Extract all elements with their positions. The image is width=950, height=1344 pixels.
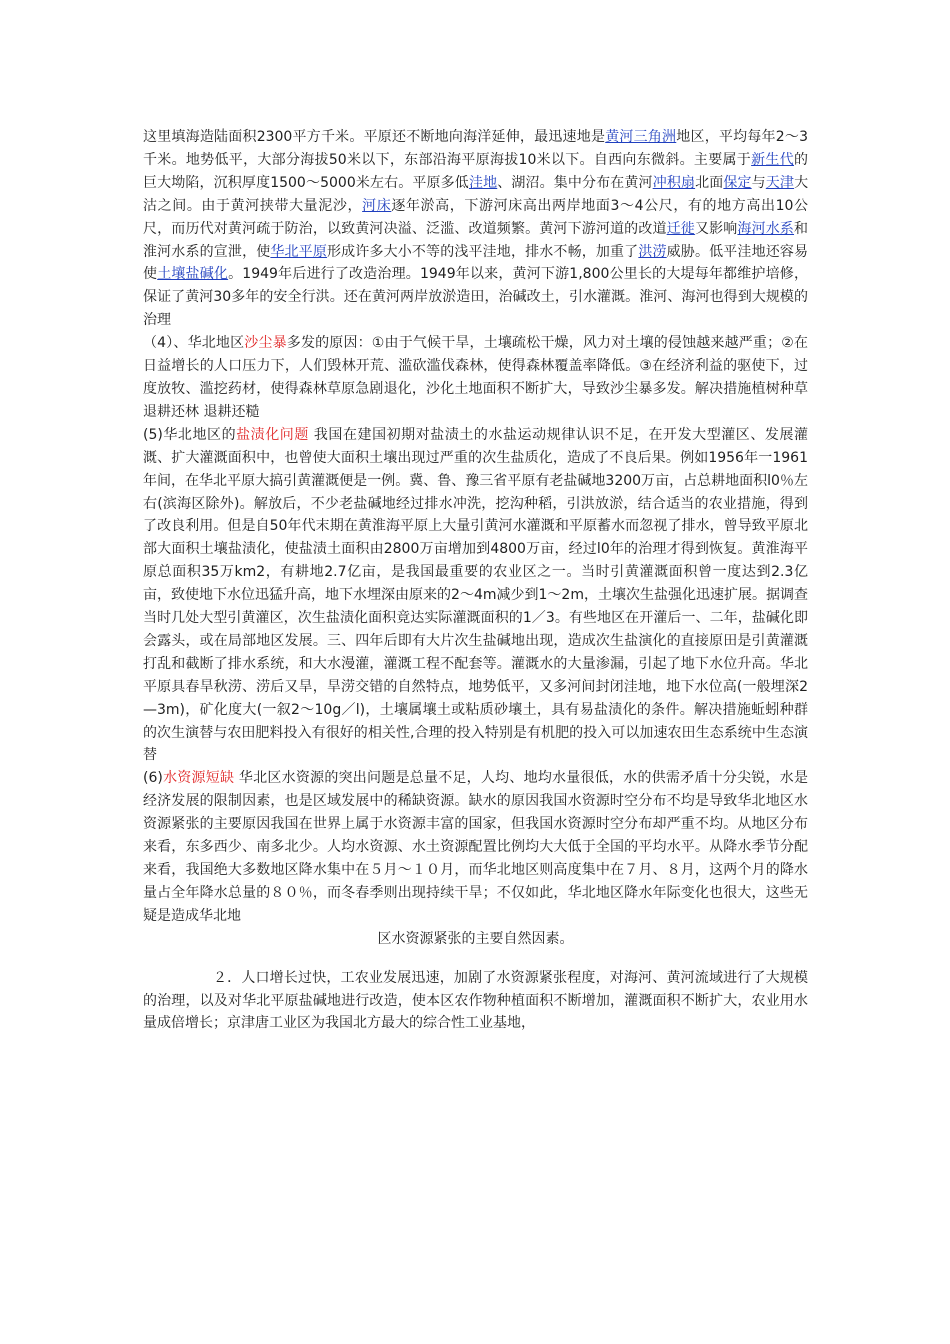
link-baoding[interactable]: 保定 <box>723 174 752 191</box>
link-alluvial-fan[interactable]: 冲积扇 <box>652 174 696 191</box>
link-flood[interactable]: 洪涝 <box>638 243 667 260</box>
document-page <box>143 126 808 1035</box>
highlight-salinization: 盐渍化问题 <box>236 426 309 443</box>
highlight-sandstorm: 沙尘暴 <box>244 335 287 352</box>
link-depression[interactable]: 洼地 <box>468 174 498 191</box>
link-tianjin[interactable]: 天津 <box>765 174 795 191</box>
link-haihe-river-system[interactable]: 海河水系 <box>737 220 795 237</box>
link-soil-salinization[interactable]: 土壤盐碱化 <box>157 266 229 283</box>
paragraph-salinization: (5)华北地区的盐渍化问题 我国在建国初期对盐渍土的水盐运动规律认识不足，在开发大型灌区、发展灌溉、扩大灌溉面积中，也曾使大面积土壤出现过严重的次生盐质化，造成了不良后果。例如1956年一1961年间，在华北平原大搞引黄灌溉便是一例。冀、鲁、豫三省平原有老盐碱地3200万亩，占总耕地面积l0％左右(滨海区除外)。解放后，不少老盐碱地经过排水冲洗，挖沟种稻，引洪放淤，结合适当的农业措施，得到了改良利用。但是自50年代末期在黄淮海平原上大量引黄河水灌溉和平原蓄水而忽视了排水，曾导致平原北部大面积土壤盐渍化，使盐渍土面积由2800万亩增加到4800万亩，经过l0年的治理才得到恢复。黄淮海平原总面积35万km2，有耕地2.7亿亩，是我国最重要的农业区之一。当时引黄灌溉面积曾一度达到2.3亿亩，致使地下水位迅猛升高，地下水埋深由原来的2～4m减少到1～2m，土壤次生盐强化迅速扩展。据调查当时几处大型引黄灌区，次生盐渍化面积竟达实际灌溉面积的1／3。有些地区在开灌后一、二年，盐碱化即会露头，或在局部地区发展。三、四年后即有大片次生盐碱地出现，造成次生盐演化的直接原田是引黄灌溉打乱和截断了排水系统，和大水漫灌，灌溉工程不配套等。灌溉水的大量渗漏，引起了地下水位升高。华北平原具春旱秋涝、涝后又旱，旱涝交错的自然特点，地势低平，又多河间封闭洼地，地下水位高(一般埋深2—3m)，矿化度大(一叙2～10g／l)，土壤属壤土或粘质砂壤土，具有易盐渍化的条件。解决措施蚯蚓种群的次生演替与农田肥料投入有很好的相关性,合理的投入特别是有机肥的投入可以加速农田生态系统中生态演替 <box>143 426 808 764</box>
paragraph-water-shortage: (6)水资源短缺 华北区水资源的突出问题是总量不足，人均、地均水量很低，水的供需矛盾十分尖锐，水是经济发展的限制因素，也是区域发展中的稀缺资源。缺水的原因我国水资源时空分布不均是导致华北地区水资源紧张的主要原因我国在世界上属于水资源丰富的国家，但我国水资源时空分布却严重不均。从地区分布来看，东多西少、南多北少。人均水资源、水土资源配置比例均大大低于全国的平均水平。从降水季节分配来看，我国绝大多数地区降水集中在５月～１０月，而华北地区则高度集中在７月、８月，这两个月的降水量占全年降水总量的８０％，而冬春季则出现持续干旱；不仅如此，华北地区降水年际变化也很大，这些无疑是造成华北地 <box>143 770 809 924</box>
paragraph-sandstorm: （4）、华北地区沙尘暴多发的原因：①由于气候干旱，土壤疏松干燥，风力对土壤的侵蚀越来越严重；②在日益增长的人口压力下，人们毁林开荒、滥砍滥伐森林，使得森林覆盖率降低。③在经济利益的驱使下，过度放牧、滥挖药材，使得森林草原急剧退化，沙化土地面积不断扩大，导致沙尘暴多发。解决措施植树种草 退耕还林 退耕还糙 <box>143 335 808 420</box>
link-riverbed[interactable]: 河床 <box>362 197 392 214</box>
link-yellow-river-delta[interactable]: 黄河三角洲 <box>605 129 677 145</box>
paragraph-water-shortage-last-line: 区水资源紧张的主要自然因素。 <box>377 930 574 947</box>
link-cenozoic[interactable]: 新生代 <box>751 151 794 168</box>
link-migration[interactable]: 迁徙 <box>666 220 695 237</box>
link-north-china-plain[interactable]: 华北平原 <box>270 243 327 260</box>
paragraph-population-growth: ２．人口增长过快，工农业发展迅速，加剧了水资源紧张程度，对海河、黄河流域进行了大规模的治理，以及对华北平原盐碱地进行改造，使本区农作物种植面积不断增加，灌溉面积不断扩大，农业用水量成倍增长；京津唐工业区为我国北方最大的综合性工业基地， <box>143 969 808 1032</box>
paragraph-north-china-plain: 这里填海造陆面积2300平方千米。平原还不断地向海洋延伸，最迅速地是黄河三角洲地区，平均每年2～3千米。地势低平，大部分海拔50米以下，东部沿海平原海拔10米以下。自西向东微斜。主要属于新生代的巨大坳陷，沉积厚度1500～5000米左右。平原多低洼地、湖沼。集中分布在黄河冲积扇北面保定与天津大沽之间。由于黄河挟带大量泥沙，河床逐年淤高，下游河床高出两岸地面3～4公尺，有的地方高出10公尺，而历代对黄河疏于防治，以致黄河决溢、泛滥、改道频繁。黄河下游河道的改道迁徙又影响海河水系和淮河水系的宣泄，使华北平原形成许多大小不等的浅平洼地，排水不畅，加重了洪涝威胁。低平洼地还容易使土壤盐碱化。1949年后进行了改造治理。1949年以来，黄河下游1,800公里长的大堤每年都维护培修，保证了黄河30多年的安全行洪。还在黄河两岸放淤造田，治碱改土，引水灌溉。淮河、海河也得到大规模的治理 <box>143 129 809 329</box>
highlight-water-shortage: 水资源短缺 <box>162 770 235 787</box>
